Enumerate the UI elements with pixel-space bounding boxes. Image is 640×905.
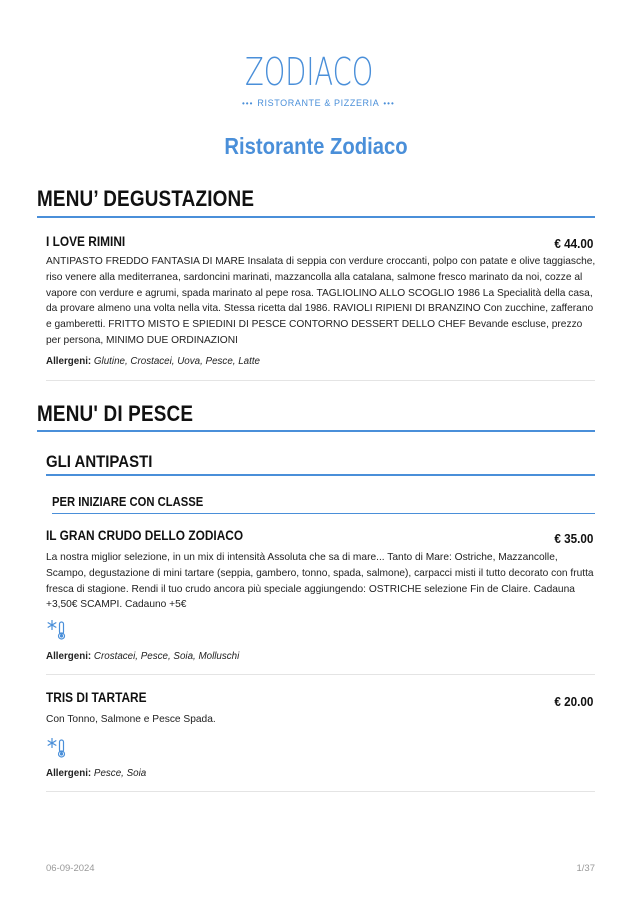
section-rule (37, 430, 595, 432)
footer-page-number: 1/37 (576, 863, 595, 874)
restaurant-title: Ristorante Zodiaco (224, 133, 408, 159)
subsection-title-antipasti: GLI ANTIPASTI (46, 452, 153, 471)
item-allergens-i-love-rimini (46, 356, 260, 367)
subsubsection-rule (52, 513, 595, 514)
menu-page (37, 0, 595, 905)
allergens-list: Glutine, Crostacei, Uova, Pesce, Latte (93, 356, 261, 367)
allergens-list: Crostacei, Pesce, Soia, Molluschi (93, 651, 240, 662)
section-rule (37, 216, 595, 218)
item-price-tris-tartare: € 20.00 (553, 694, 593, 709)
frozen-icon (46, 736, 68, 758)
allergens-label: Allergeni: (46, 651, 92, 662)
section-title-pesce: MENU' DI PESCE (37, 401, 194, 426)
item-divider (46, 791, 595, 792)
logo-dots-right: ••• (383, 98, 395, 108)
item-divider (46, 674, 595, 675)
subsubsection-title-classe: PER INIZIARE CON CLASSE (52, 495, 204, 509)
allergens-list: Pesce, Soia (93, 768, 147, 779)
subsection-rule (46, 474, 595, 476)
item-description-tris-tartare: Con Tonno, Salmone e Pesce Spada. (46, 714, 216, 725)
logo-subtitle-text: RISTORANTE & PIZZERIA (257, 98, 380, 108)
section-title-degustazione: MENU’ DEGUSTAZIONE (37, 186, 255, 211)
item-allergens-gran-crudo (46, 651, 239, 662)
item-name-gran-crudo: IL GRAN CRUDO DELLO ZODIACO (46, 528, 244, 543)
item-name-tris-tartare: TRIS DI TARTARE (46, 690, 147, 705)
item-description-i-love-rimini: ANTIPASTO FREDDO FANTASIA DI MARE Insalata di seppia con verdure croccanti, polpo con patate e olive taggiasche, riso venere alla mediterranea, sardoncini marinati, mazzancolla alla catalana, salmone fresco marinato da noi, cozze al vapore con verdure e agrumi, spada marinato al pepe rosa. TAGLIOLINO ALLO SCOGLIO 1986 La Specialità della casa, da provare almeno una volta nella vita. Stessa ricetta dal 1986. RAVIOLI RIPIENI DI BRANZINO Con zucchine, zafferano e gamberetti. FRITTO MISTO E SPIEDINI DI PESCE CONTORNO DESSERT DELLO CHEF Bevande escluse, prezzo per persona, MINIMO DUE ORDINAZIONI (46, 256, 596, 346)
frozen-icon (46, 618, 68, 640)
logo-word: ZODIACO (245, 50, 374, 94)
allergens-label: Allergeni: (46, 356, 92, 367)
allergens-label: Allergeni: (46, 768, 92, 779)
logo-subtitle (242, 98, 402, 108)
zodiaco-logo (242, 50, 402, 112)
item-price-gran-crudo: € 35.00 (553, 531, 593, 546)
footer-date: 06-09-2024 (46, 863, 95, 874)
item-price-i-love-rimini: € 44.00 (553, 236, 593, 251)
item-description-gran-crudo: La nostra miglior selezione, in un mix di intensità Assoluta che sa di mare... Tanto di Mare: Ostriche, Mazzancolle, Scampo, degustazione di mini tartare (seppia, gambero, tonno, spada, salmone), carpacci misti il tutto decorato con frutta fresca di stagione. Rendi il tuo crudo ancora più speciale aggiungendo: OSTRICHE selezione Fin de Claire. Cadauna +3,50€ SCAMPI. Cadauno +5€ (46, 552, 594, 611)
item-allergens-tris-tartare (46, 768, 146, 779)
item-name-i-love-rimini: I LOVE RIMINI (46, 234, 126, 249)
logo-dots-left: ••• (242, 98, 254, 108)
item-divider (46, 380, 595, 381)
